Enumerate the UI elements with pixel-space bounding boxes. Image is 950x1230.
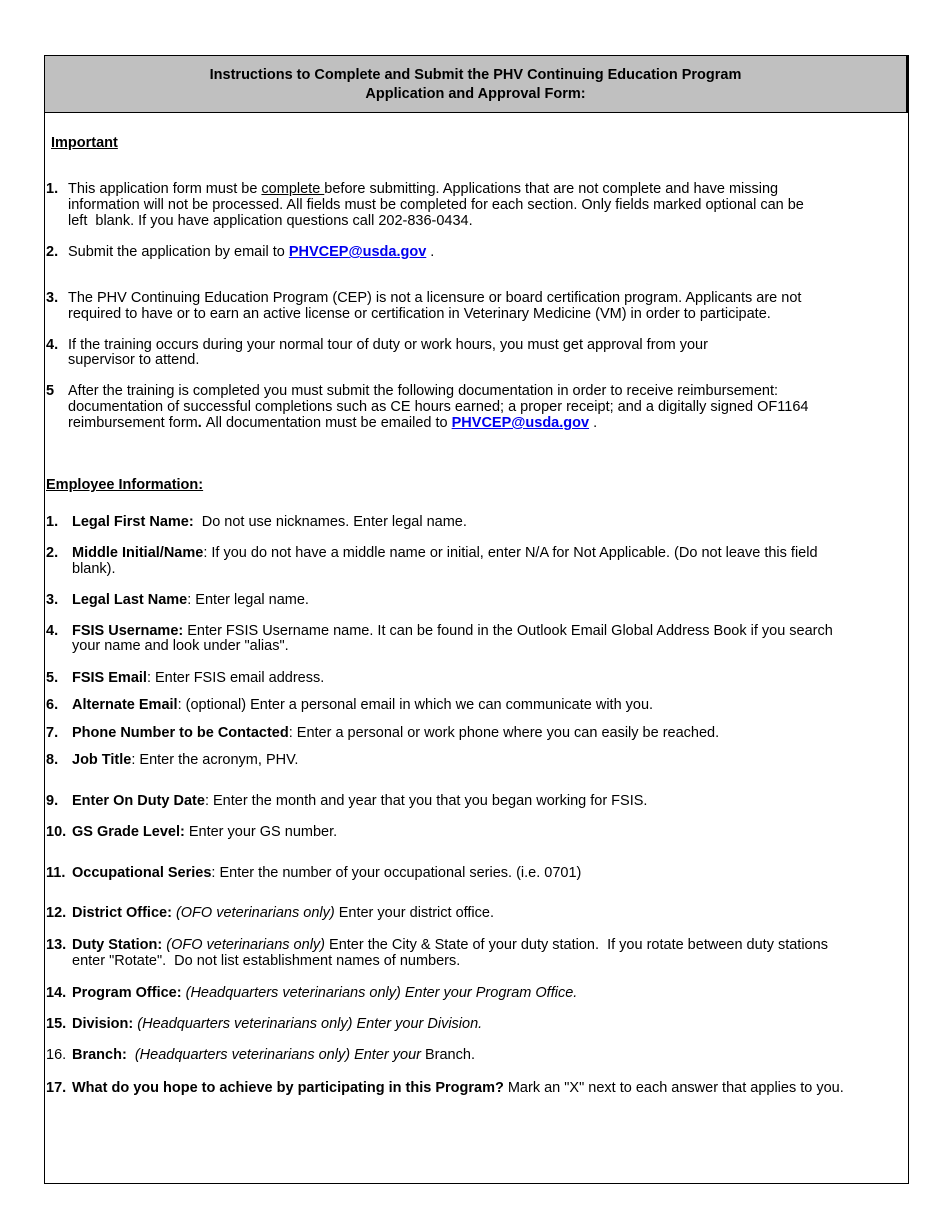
employee-item-9: Enter On Duty Date: Enter the month and year that you that you began working for FSIS.: [72, 793, 648, 809]
important-item-3-number: 3.: [46, 290, 59, 306]
important-item-1-line-2: information will not be processed. All fields must be completed for each section. Only fields marked optional can be: [68, 197, 804, 213]
employee-item-17: What do you hope to achieve by participating in this Program? Mark an "X" next to each answer that applies to you.: [72, 1080, 844, 1096]
employee-item-3-number: 3.: [46, 592, 59, 608]
employee-item-1: Legal First Name: Do not use nicknames. Enter legal name.: [72, 514, 467, 530]
employee-item-16-number: 16.: [46, 1047, 67, 1063]
employee-item-4-number: 4.: [46, 623, 59, 639]
employee-item-15-number: 15.: [46, 1016, 67, 1032]
header-title-line-2: Application and Approval Form:: [365, 86, 586, 102]
important-item-5-line-2: documentation of successful completions such as CE hours earned; a proper receipt; and a digitally signed OF1164: [68, 399, 809, 415]
email-link[interactable]: PHVCEP@usda.gov: [451, 415, 590, 431]
employee-item-10-number: 10.: [46, 824, 67, 840]
employee-item-14-number: 14.: [46, 985, 67, 1001]
employee-item-8: Job Title: Enter the acronym, PHV.: [72, 752, 299, 768]
employee-item-5: FSIS Email: Enter FSIS email address.: [72, 670, 325, 686]
employee-item-10: GS Grade Level: Enter your GS number.: [72, 824, 338, 840]
employee-item-15: Division: (Headquarters veterinarians only) Enter your Division.: [72, 1016, 483, 1032]
employee-item-4: FSIS Username: Enter FSIS Username name. It can be found in the Outlook Email Global Address Book if you search: [72, 623, 833, 639]
important-heading: Important: [51, 135, 118, 151]
employee-item-9-number: 9.: [46, 793, 59, 809]
important-item-1-line-3: left blank. If you have application questions call 202-836-0434.: [68, 213, 473, 229]
employee-item-16: Branch: (Headquarters veterinarians only) Enter your Branch.: [72, 1047, 475, 1063]
employee-item-2-number: 2.: [46, 545, 59, 561]
employee-item-5-number: 5.: [46, 670, 59, 686]
employee-item-11: Occupational Series: Enter the number of your occupational series. (i.e. 0701): [72, 865, 582, 881]
employee-item-11-number: 11.: [46, 865, 66, 881]
important-item-5-line-1: After the training is completed you must submit the following documentation in order to receive reimbursement:: [68, 383, 779, 399]
important-item-4-number: 4.: [46, 337, 59, 353]
employee-item-13-line-2: enter "Rotate". Do not list establishment names of numbers.: [72, 953, 461, 969]
employee-item-12: District Office: (OFO veterinarians only) Enter your district office.: [72, 905, 494, 921]
employee-item-2-line-2: blank).: [72, 561, 116, 577]
important-item-4-line-2: supervisor to attend.: [68, 352, 200, 368]
important-item-2-number: 2.: [46, 244, 59, 260]
employee-item-13: Duty Station: (OFO veterinarians only) Enter the City & State of your duty station. If you rotate between duty stations: [72, 937, 828, 953]
employee-item-6: Alternate Email: (optional) Enter a personal email in which we can communicate with you.: [72, 697, 654, 713]
employee-item-17-number: 17.: [46, 1080, 67, 1096]
important-item-1-line-1: This application form must be complete before submitting. Applications that are not complete and have missing: [68, 181, 779, 197]
employee-item-7: Phone Number to be Contacted: Enter a personal or work phone where you can easily be reached.: [72, 725, 720, 741]
form-header: [45, 56, 908, 113]
header-title-line-1: Instructions to Complete and Submit the PHV Continuing Education Program: [209, 67, 742, 83]
employee-item-3: Legal Last Name: Enter legal name.: [72, 592, 309, 608]
employee-item-8-number: 8.: [46, 752, 59, 768]
employee-item-4-line-2: your name and look under "alias".: [72, 638, 289, 654]
employee-item-2: Middle Initial/Name: If you do not have a middle name or initial, enter N/A for Not Applicable. (Do not leave this field: [72, 545, 818, 561]
important-item-1-number: 1.: [46, 181, 59, 197]
employee-item-6-number: 6.: [46, 697, 59, 713]
important-item-4-line-1: If the training occurs during your normal tour of duty or work hours, you must get approval from your: [68, 337, 708, 353]
important-item-2-line-1: Submit the application by email to PHVCEP@usda.gov .: [68, 244, 435, 260]
employee-info-heading: Employee Information:: [46, 477, 204, 493]
employee-item-13-number: 13.: [46, 937, 67, 953]
employee-item-1-number: 1.: [46, 514, 59, 530]
email-link[interactable]: PHVCEP@usda.gov: [288, 244, 427, 260]
employee-item-14: Program Office: (Headquarters veterinarians only) Enter your Program Office.: [72, 985, 578, 1001]
employee-item-7-number: 7.: [46, 725, 59, 741]
important-item-5-number: 5: [46, 383, 55, 399]
important-item-3-line-1: The PHV Continuing Education Program (CEP) is not a licensure or board certification program. Applicants are not: [68, 290, 802, 306]
employee-item-12-number: 12.: [46, 905, 67, 921]
important-item-3-line-2: required to have or to earn an active license or certification in Veterinary Medicine (VM) in order to participate.: [68, 306, 771, 322]
important-item-5-line-3: reimbursement form. All documentation must be emailed to PHVCEP@usda.gov .: [68, 415, 598, 431]
